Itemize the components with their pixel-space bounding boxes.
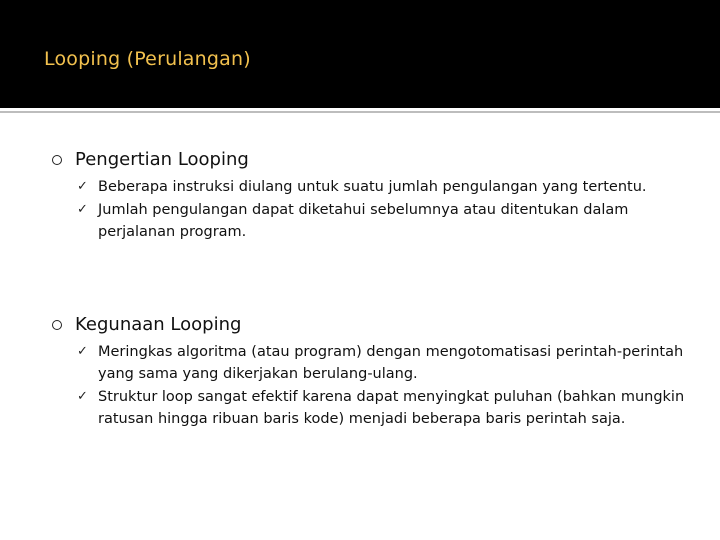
slide-title: Looping (Perulangan) [44,48,251,70]
title-divider [0,111,720,113]
list-item-text: Struktur loop sangat efektif karena dapat menyingkat puluhan (bahkan mungkin ratusan hingga ribuan baris kode) menjadi beberapa baris perintah saja. [98,389,685,427]
list-item [52,386,692,430]
ring-bullet-icon [52,155,62,165]
ring-bullet-icon [52,320,62,330]
list-item [52,341,692,385]
list-item [52,176,692,198]
checkmark-icon: ✓ [77,179,88,194]
section-pengertian [52,148,692,244]
checkmark-icon: ✓ [77,389,88,404]
section-heading: Kegunaan Looping [75,314,242,335]
bullet-list [52,341,692,430]
title-bar [0,0,720,108]
list-item-text: Meringkas algoritma (atau program) dengan mengotomatisasi perintah-perintah yang sama yang dikerjakan berulang-ulang. [98,344,684,382]
list-item-text: Beberapa instruksi diulang untuk suatu jumlah pengulangan yang tertentu. [98,179,647,195]
section-heading: Pengertian Looping [75,149,249,170]
bullet-list [52,176,692,243]
list-item [52,199,692,243]
section-kegunaan [52,313,692,431]
checkmark-icon: ✓ [77,202,88,217]
list-item-text: Jumlah pengulangan dapat diketahui sebelumnya atau ditentukan dalam perjalanan program. [98,202,629,240]
checkmark-icon: ✓ [77,344,88,359]
